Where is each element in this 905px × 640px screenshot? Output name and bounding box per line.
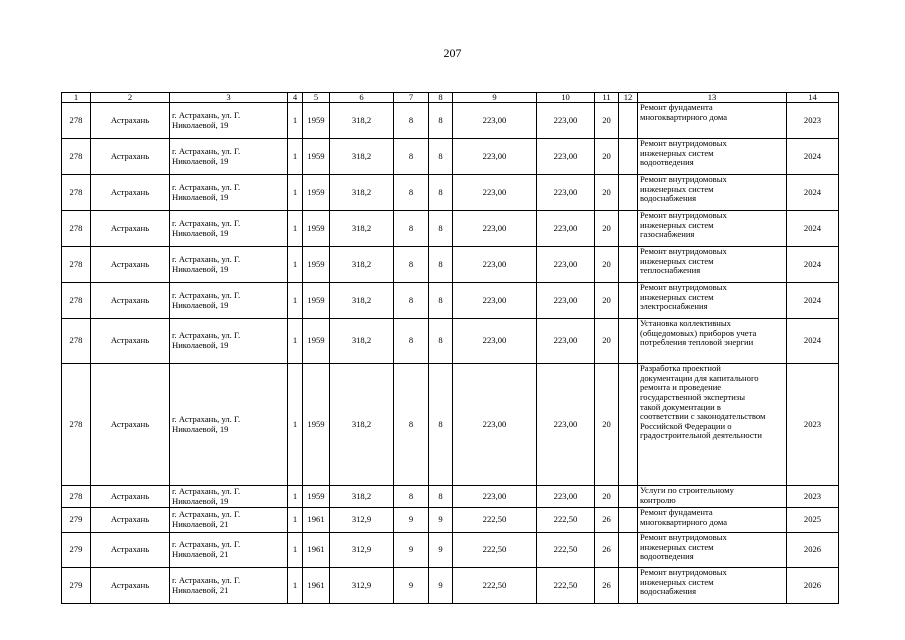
col12-cell [619, 568, 638, 604]
col11-cell: 20 [595, 319, 619, 364]
area-cell: 318,2 [330, 211, 394, 247]
column-header-8: 8 [429, 93, 453, 103]
city-cell: Астрахань [91, 211, 170, 247]
work-type-cell: Ремонт фундамента многоквартирного дома [638, 508, 787, 533]
work-type-cell: Разработка проектной документации для капитального ремонта и проведение государственной экспертизы такой документации в соответствии с законодательством Российской Федерации о градостроительной деятельности [638, 364, 787, 486]
address-cell: г. Астрахань, ул. Г. Николаевой, 19 [170, 211, 288, 247]
column-header-12: 12 [619, 93, 638, 103]
col11-cell: 26 [595, 508, 619, 533]
column-header-10: 10 [537, 93, 595, 103]
year-cell: 1959 [303, 247, 330, 283]
plan-year-cell: 2026 [787, 568, 839, 604]
year-cell: 1961 [303, 568, 330, 604]
col7-cell: 8 [394, 247, 429, 283]
table-row [62, 568, 839, 604]
area-cell: 318,2 [330, 247, 394, 283]
col9-cell: 223,00 [453, 319, 537, 364]
address-cell: г. Астрахань, ул. Г. Николаевой, 21 [170, 568, 288, 604]
table-row [62, 283, 839, 319]
col4-cell: 1 [288, 247, 303, 283]
table-row [62, 319, 839, 364]
table-body [62, 103, 839, 604]
col12-cell [619, 319, 638, 364]
city-cell: Астрахань [91, 247, 170, 283]
address-cell: г. Астрахань, ул. Г. Николаевой, 19 [170, 139, 288, 175]
work-type-cell: Ремонт внутридомовых инженерных систем теплоснабжения [638, 247, 787, 283]
area-cell: 312,9 [330, 508, 394, 533]
area-cell: 318,2 [330, 139, 394, 175]
page-number: 207 [443, 46, 462, 60]
col11-cell: 20 [595, 283, 619, 319]
col8-cell: 9 [429, 533, 453, 568]
year-cell: 1959 [303, 139, 330, 175]
col4-cell: 1 [288, 319, 303, 364]
col12-cell [619, 486, 638, 508]
row-number: 278 [62, 175, 91, 211]
table-row [62, 486, 839, 508]
address-cell: г. Астрахань, ул. Г. Николаевой, 19 [170, 247, 288, 283]
area-cell: 318,2 [330, 364, 394, 486]
table-row [62, 139, 839, 175]
col7-cell: 8 [394, 364, 429, 486]
year-cell: 1959 [303, 175, 330, 211]
col12-cell [619, 364, 638, 486]
row-number: 278 [62, 103, 91, 139]
col7-cell: 8 [394, 175, 429, 211]
year-cell: 1959 [303, 486, 330, 508]
col7-cell: 8 [394, 486, 429, 508]
col11-cell: 20 [595, 364, 619, 486]
area-cell: 312,9 [330, 533, 394, 568]
column-header-1: 1 [62, 93, 91, 103]
col10-cell: 223,00 [537, 283, 595, 319]
row-number: 278 [62, 364, 91, 486]
year-cell: 1961 [303, 533, 330, 568]
plan-year-cell: 2024 [787, 139, 839, 175]
col9-cell: 223,00 [453, 283, 537, 319]
work-type-cell: Ремонт внутридомовых инженерных систем водоснабжения [638, 568, 787, 604]
col9-cell: 222,50 [453, 568, 537, 604]
table-row [62, 364, 839, 486]
col10-cell: 223,00 [537, 139, 595, 175]
address-cell: г. Астрахань, ул. Г. Николаевой, 21 [170, 508, 288, 533]
column-header-13: 13 [638, 93, 787, 103]
col8-cell: 8 [429, 211, 453, 247]
area-cell: 312,9 [330, 568, 394, 604]
col7-cell: 8 [394, 103, 429, 139]
column-header-4: 4 [288, 93, 303, 103]
column-header-6: 6 [330, 93, 394, 103]
col8-cell: 8 [429, 486, 453, 508]
plan-year-cell: 2023 [787, 364, 839, 486]
work-type-cell: Ремонт внутридомовых инженерных систем водоснабжения [638, 175, 787, 211]
col12-cell [619, 247, 638, 283]
table-row [62, 247, 839, 283]
address-cell: г. Астрахань, ул. Г. Николаевой, 21 [170, 533, 288, 568]
col9-cell: 223,00 [453, 175, 537, 211]
year-cell: 1959 [303, 319, 330, 364]
col7-cell: 9 [394, 568, 429, 604]
plan-year-cell: 2024 [787, 283, 839, 319]
col9-cell: 223,00 [453, 211, 537, 247]
col11-cell: 20 [595, 486, 619, 508]
col12-cell [619, 533, 638, 568]
col10-cell: 222,50 [537, 533, 595, 568]
col12-cell [619, 283, 638, 319]
city-cell: Астрахань [91, 175, 170, 211]
col4-cell: 1 [288, 175, 303, 211]
city-cell: Астрахань [91, 103, 170, 139]
area-cell: 318,2 [330, 319, 394, 364]
col8-cell: 8 [429, 319, 453, 364]
work-type-cell: Ремонт внутридомовых инженерных систем водоотведения [638, 533, 787, 568]
row-number: 278 [62, 247, 91, 283]
col12-cell [619, 211, 638, 247]
col10-cell: 222,50 [537, 508, 595, 533]
address-cell: г. Астрахань, ул. Г. Николаевой, 19 [170, 283, 288, 319]
row-number: 278 [62, 486, 91, 508]
col4-cell: 1 [288, 139, 303, 175]
row-number: 278 [62, 319, 91, 364]
col7-cell: 9 [394, 533, 429, 568]
col12-cell [619, 139, 638, 175]
city-cell: Астрахань [91, 139, 170, 175]
column-header-9: 9 [453, 93, 537, 103]
col10-cell: 223,00 [537, 103, 595, 139]
table-row [62, 533, 839, 568]
year-cell: 1959 [303, 283, 330, 319]
column-header-3: 3 [170, 93, 288, 103]
col9-cell: 223,00 [453, 486, 537, 508]
col7-cell: 8 [394, 319, 429, 364]
col8-cell: 8 [429, 175, 453, 211]
col12-cell [619, 175, 638, 211]
plan-year-cell: 2023 [787, 486, 839, 508]
col9-cell: 223,00 [453, 364, 537, 486]
city-cell: Астрахань [91, 486, 170, 508]
row-number: 279 [62, 568, 91, 604]
address-cell: г. Астрахань, ул. Г. Николаевой, 19 [170, 364, 288, 486]
plan-year-cell: 2024 [787, 247, 839, 283]
col7-cell: 8 [394, 211, 429, 247]
row-number: 278 [62, 139, 91, 175]
year-cell: 1959 [303, 103, 330, 139]
col12-cell [619, 508, 638, 533]
col11-cell: 26 [595, 568, 619, 604]
row-number: 279 [62, 533, 91, 568]
address-cell: г. Астрахань, ул. Г. Николаевой, 19 [170, 175, 288, 211]
col7-cell: 9 [394, 508, 429, 533]
col9-cell: 223,00 [453, 103, 537, 139]
col4-cell: 1 [288, 211, 303, 247]
column-header-7: 7 [394, 93, 429, 103]
col10-cell: 223,00 [537, 364, 595, 486]
capital-repair-register-table [61, 92, 839, 604]
plan-year-cell: 2026 [787, 533, 839, 568]
column-header-11: 11 [595, 93, 619, 103]
col8-cell: 8 [429, 247, 453, 283]
col11-cell: 26 [595, 533, 619, 568]
city-cell: Астрахань [91, 283, 170, 319]
col10-cell: 223,00 [537, 247, 595, 283]
col9-cell: 223,00 [453, 139, 537, 175]
col8-cell: 8 [429, 364, 453, 486]
year-cell: 1959 [303, 211, 330, 247]
city-cell: Астрахань [91, 319, 170, 364]
work-type-cell: Ремонт внутридомовых инженерных систем газоснабжения [638, 211, 787, 247]
column-header-5: 5 [303, 93, 330, 103]
col9-cell: 222,50 [453, 508, 537, 533]
address-cell: г. Астрахань, ул. Г. Николаевой, 19 [170, 319, 288, 364]
area-cell: 318,2 [330, 103, 394, 139]
area-cell: 318,2 [330, 486, 394, 508]
col10-cell: 223,00 [537, 319, 595, 364]
col11-cell: 20 [595, 211, 619, 247]
column-number-row [62, 93, 839, 103]
col11-cell: 20 [595, 175, 619, 211]
city-cell: Астрахань [91, 508, 170, 533]
col4-cell: 1 [288, 103, 303, 139]
table-row [62, 508, 839, 533]
col8-cell: 8 [429, 103, 453, 139]
plan-year-cell: 2025 [787, 508, 839, 533]
address-cell: г. Астрахань, ул. Г. Николаевой, 19 [170, 486, 288, 508]
col11-cell: 20 [595, 247, 619, 283]
column-header-14: 14 [787, 93, 839, 103]
city-cell: Астрахань [91, 533, 170, 568]
col9-cell: 222,50 [453, 533, 537, 568]
table-row [62, 175, 839, 211]
column-header-2: 2 [91, 93, 170, 103]
col11-cell: 20 [595, 139, 619, 175]
col10-cell: 222,50 [537, 568, 595, 604]
year-cell: 1959 [303, 364, 330, 486]
col4-cell: 1 [288, 283, 303, 319]
col7-cell: 8 [394, 283, 429, 319]
row-number: 278 [62, 211, 91, 247]
table-row [62, 103, 839, 139]
address-cell: г. Астрахань, ул. Г. Николаевой, 19 [170, 103, 288, 139]
work-type-cell: Ремонт фундамента многоквартирного дома [638, 103, 787, 139]
city-cell: Астрахань [91, 568, 170, 604]
col4-cell: 1 [288, 508, 303, 533]
year-cell: 1961 [303, 508, 330, 533]
plan-year-cell: 2024 [787, 175, 839, 211]
row-number: 278 [62, 283, 91, 319]
col7-cell: 8 [394, 139, 429, 175]
col4-cell: 1 [288, 568, 303, 604]
work-type-cell: Услуги по строительному контролю [638, 486, 787, 508]
table-row [62, 211, 839, 247]
work-type-cell: Ремонт внутридомовых инженерных систем водоотведения [638, 139, 787, 175]
col12-cell [619, 103, 638, 139]
col4-cell: 1 [288, 533, 303, 568]
area-cell: 318,2 [330, 175, 394, 211]
col8-cell: 9 [429, 568, 453, 604]
col8-cell: 8 [429, 283, 453, 319]
plan-year-cell: 2024 [787, 319, 839, 364]
col8-cell: 8 [429, 139, 453, 175]
work-type-cell: Установка коллективных (общедомовых) приборов учета потребления тепловой энергии [638, 319, 787, 364]
city-cell: Астрахань [91, 364, 170, 486]
col4-cell: 1 [288, 486, 303, 508]
work-type-cell: Ремонт внутридомовых инженерных систем электроснабжения [638, 283, 787, 319]
col10-cell: 223,00 [537, 486, 595, 508]
area-cell: 318,2 [330, 283, 394, 319]
col10-cell: 223,00 [537, 175, 595, 211]
col4-cell: 1 [288, 364, 303, 486]
col10-cell: 223,00 [537, 211, 595, 247]
plan-year-cell: 2024 [787, 211, 839, 247]
col11-cell: 20 [595, 103, 619, 139]
col8-cell: 9 [429, 508, 453, 533]
col9-cell: 223,00 [453, 247, 537, 283]
plan-year-cell: 2023 [787, 103, 839, 139]
row-number: 279 [62, 508, 91, 533]
